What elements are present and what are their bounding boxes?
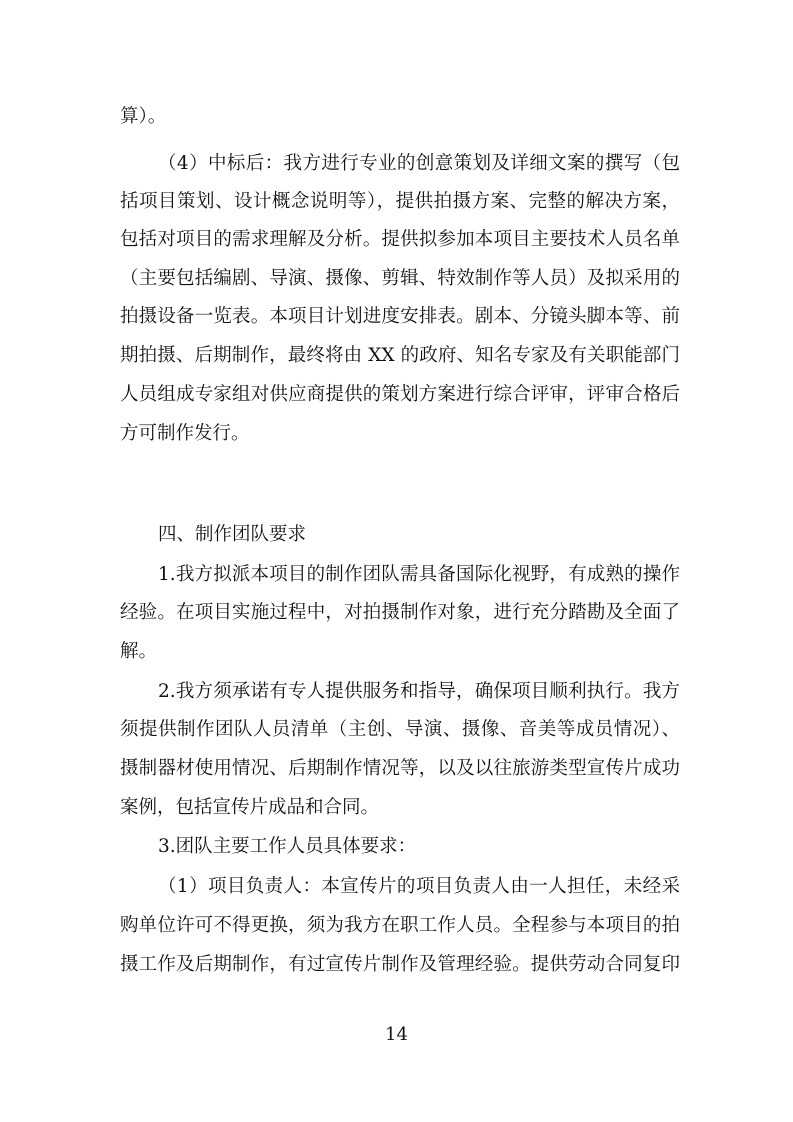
text-line: 括项目策划、设计概念说明等），提供拍摄方案、完整的解决方案， (120, 191, 680, 212)
text-line: 人员组成专家组对供应商提供的策划方案进行综合评审，评审合格后 (120, 384, 680, 405)
text-line: 解。 (120, 641, 158, 662)
text-line: 摄制器材使用情况、后期制作情况等，以及以往旅游类型宣传片成功 (120, 758, 680, 779)
text-line: 须提供制作团队人员清单（主创、导演、摄像、音美等成员情况）、 (120, 719, 680, 740)
text-line: 期拍摄、后期制作，最终将由 XX 的政府、知名专家及有关职能部门 (120, 345, 680, 366)
text-line: （1）项目负责人：本宣传片的项目负责人由一人担任，未经采 (158, 876, 680, 897)
text-line: 案例，包括宣传片成品和合同。 (120, 797, 380, 818)
page-number: 14 (385, 1024, 408, 1045)
text-line: 2.我方须承诺有专人提供服务和指导，确保项目顺利执行。我方 (158, 681, 680, 702)
text-line: 3.团队主要工作人员具体要求： (158, 836, 417, 857)
text-line: 包括对项目的需求理解及分析。提供拟参加本项目主要技术人员名单 (120, 229, 680, 250)
section-heading: 四、制作团队要求 (158, 524, 307, 545)
text-line: 购单位许可不得更换，须为我方在职工作人员。全程参与本项目的拍 (120, 915, 680, 936)
text-line: 1.我方拟派本项目的制作团队需具备国际化视野，有成熟的操作 (158, 564, 680, 585)
text-line: （4）中标后：我方进行专业的创意策划及详细文案的撰写（包 (158, 153, 680, 174)
text-line: 摄工作及后期制作，有过宣传片制作及管理经验。提供劳动合同复印 (120, 954, 680, 975)
text-line: 方可制作发行。 (120, 423, 250, 444)
text-line: 算）。 (120, 106, 167, 127)
text-line: 经验。在项目实施过程中，对拍摄制作对象，进行充分踏勘及全面了 (120, 602, 680, 623)
text-line: （主要包括编剧、导演、摄像、剪辑、特效制作等人员）及拟采用的 (120, 268, 680, 289)
text-line: 拍摄设备一览表。本项目计划进度安排表。剧本、分镜头脚本等、前 (120, 306, 680, 327)
